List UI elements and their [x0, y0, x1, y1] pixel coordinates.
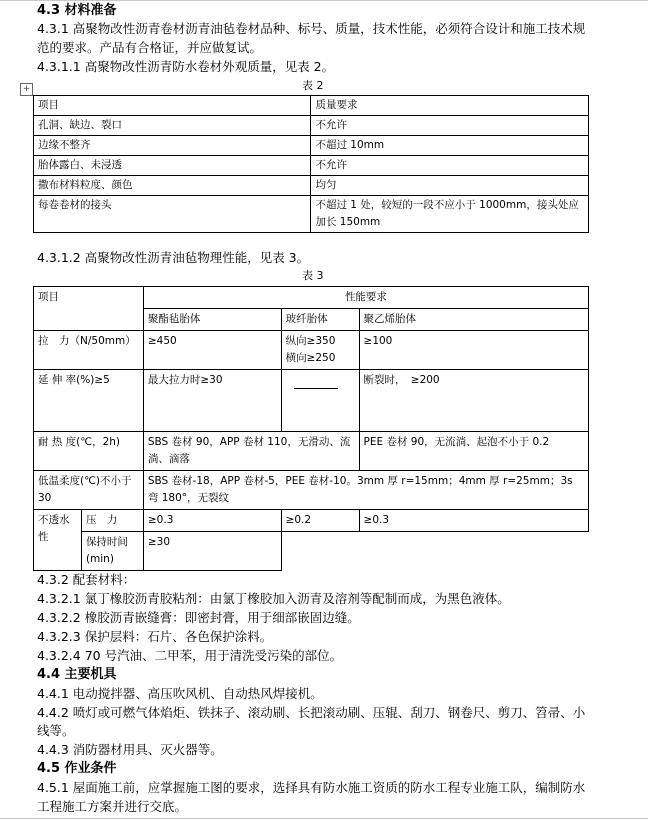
table-cell-line: 纵向≥350 — [285, 335, 336, 347]
table-cell: ≥100 — [359, 331, 588, 370]
para-4-5-1-line2: 工程施工方案并进行交底。 — [37, 799, 188, 814]
para-4-3-1-1: 4.3.1.1 高聚物改性沥青防水卷材外观质量，见表 2。 — [37, 59, 335, 74]
table-cell: 孔洞、缺边、裂口 — [34, 116, 311, 136]
table-cell: ≥450 — [143, 331, 281, 370]
table-cell: 延 伸 率(%)≥5 — [34, 370, 144, 432]
table-row — [34, 370, 589, 432]
table-move-handle-icon[interactable]: + — [20, 83, 33, 96]
table-row — [34, 532, 589, 571]
section-4-3-heading: 4.3 材料准备 — [37, 3, 117, 18]
table-cell: 均匀 — [311, 176, 589, 196]
table-header-cell: 玻纤胎体 — [281, 309, 359, 331]
table-cell: PEE 卷材 90，无流淌、起泡不小于 0.2 — [359, 432, 588, 471]
table-cell: 撒布材料粒度、颜色 — [34, 176, 311, 196]
table-row — [34, 136, 589, 156]
table-cell: 保持时间(min) — [81, 532, 143, 571]
table-cell: 不超过 1 处，较短的一段不应小于 1000mm，接头处应加长 150mm — [311, 196, 589, 233]
table-cell: SBS 卷材-18，APP 卷材-5，PEE 卷材-10。3mm 厚 r=15mm；4mm 厚 r=25mm；3s 弯 180°，无裂纹 — [143, 471, 588, 510]
table-cell: 不允许 — [311, 156, 589, 176]
table-cell: 每卷卷材的接头 — [34, 196, 311, 233]
table-header-cell: 质量要求 — [311, 96, 589, 116]
para-4-4-2-line2: 线等。 — [37, 723, 75, 738]
table-cell: 最大拉力时≥30 — [143, 370, 281, 432]
table-row — [34, 510, 589, 532]
table-row — [34, 116, 589, 136]
para-4-3-2-1: 4.3.2.1 氯丁橡胶沥青胶粘剂：由氯丁橡胶加入沥青及溶剂等配制而成，为黑色液体。 — [37, 591, 510, 606]
table-row — [34, 196, 589, 233]
section-4-4-heading: 4.4 主要机具 — [37, 667, 117, 682]
table-cell: 断裂时， ≥200 — [359, 370, 588, 432]
table-header-cell: 项目 — [34, 287, 144, 331]
table-cell: 耐 热 度(℃，2h) — [34, 432, 144, 471]
para-4-4-1: 4.4.1 电动搅拌器、高压吹风机、自动热风焊接机。 — [37, 686, 323, 701]
table-row — [34, 96, 589, 116]
table-header-cell: 聚酯毡胎体 — [143, 309, 281, 331]
para-4-4-3: 4.4.3 消防器材用具、灭火器等。 — [37, 742, 223, 757]
para-4-3-2-2: 4.3.2.2 橡胶沥青嵌缝膏：即密封膏，用于细部嵌固边缝。 — [37, 610, 360, 625]
para-4-3-2-4: 4.3.2.4 70 号汽油、二甲苯，用于清洗受污染的部位。 — [37, 648, 343, 663]
table-cell: ≥30 — [143, 532, 281, 571]
table-3 — [33, 286, 589, 571]
table-row — [34, 331, 589, 370]
dash-line — [294, 388, 338, 389]
table-3-caption: 表 3 — [302, 269, 324, 282]
table-row — [34, 471, 589, 510]
table-header-cell: 性能要求 — [143, 287, 588, 309]
table-row — [34, 176, 589, 196]
table-header-cell: 聚乙烯胎体 — [359, 309, 588, 331]
para-4-4-2-line1: 4.4.2 喷灯或可燃气体焰炬、铁抹子、滚动刷、长把滚动刷、压辊、刮刀、钢卷尺、剪刀、笤帚、小 — [37, 705, 586, 720]
table-row — [34, 156, 589, 176]
table-cell: SBS 卷材 90，APP 卷材 110，无滑动、流淌、滴落 — [143, 432, 359, 471]
table-cell — [281, 370, 359, 432]
table-header-cell: 项目 — [34, 96, 311, 116]
table-cell: ≥0.2 — [281, 510, 359, 532]
table-cell: 胎体露白、未浸透 — [34, 156, 311, 176]
table-cell: ≥0.3 — [143, 510, 281, 532]
table-cell: 不透水性 — [34, 510, 82, 571]
para-4-5-1-line1: 4.5.1 屋面施工前，应掌握施工图的要求，选择具有防水施工资质的防水工程专业施工队，编制防水 — [37, 780, 586, 795]
table-cell: 低温柔度(℃)不小于 30 — [34, 471, 144, 510]
table-empty-cell — [281, 532, 588, 571]
section-4-5-heading: 4.5 作业条件 — [37, 761, 117, 776]
page-bottom-edge — [0, 818, 648, 819]
para-4-3-1-2: 4.3.1.2 高聚物改性沥青油毡物理性能，见表 3。 — [37, 250, 310, 265]
table-cell-line: 横向≥250 — [285, 352, 336, 364]
para-4-3-2-3: 4.3.2.3 保护层料：石片、各色保护涂料。 — [37, 629, 273, 644]
table-cell: 边缘不整齐 — [34, 136, 311, 156]
page-top-edge — [0, 0, 648, 1]
table-cell: 拉 力（N/50mm） — [34, 331, 144, 370]
table-cell: ≥0.3 — [359, 510, 588, 532]
table-cell: 不允许 — [311, 116, 589, 136]
para-4-3-1-line1: 4.3.1 高聚物改性沥青卷材沥青油毡卷材品种、标号、质量，技术性能，必须符合设计和施工技术规 — [37, 21, 586, 36]
table-2-caption: 表 2 — [302, 79, 324, 92]
para-4-3-1-line2: 范的要求。产品有合格证，并应做复试。 — [37, 40, 263, 55]
table-cell — [281, 331, 359, 370]
table-cell: 压 力 — [81, 510, 143, 532]
table-row — [34, 287, 589, 309]
table-row — [34, 432, 589, 471]
table-cell: 不超过 10mm — [311, 136, 589, 156]
table-2 — [33, 95, 589, 233]
para-4-3-2: 4.3.2 配套材料： — [37, 572, 136, 587]
